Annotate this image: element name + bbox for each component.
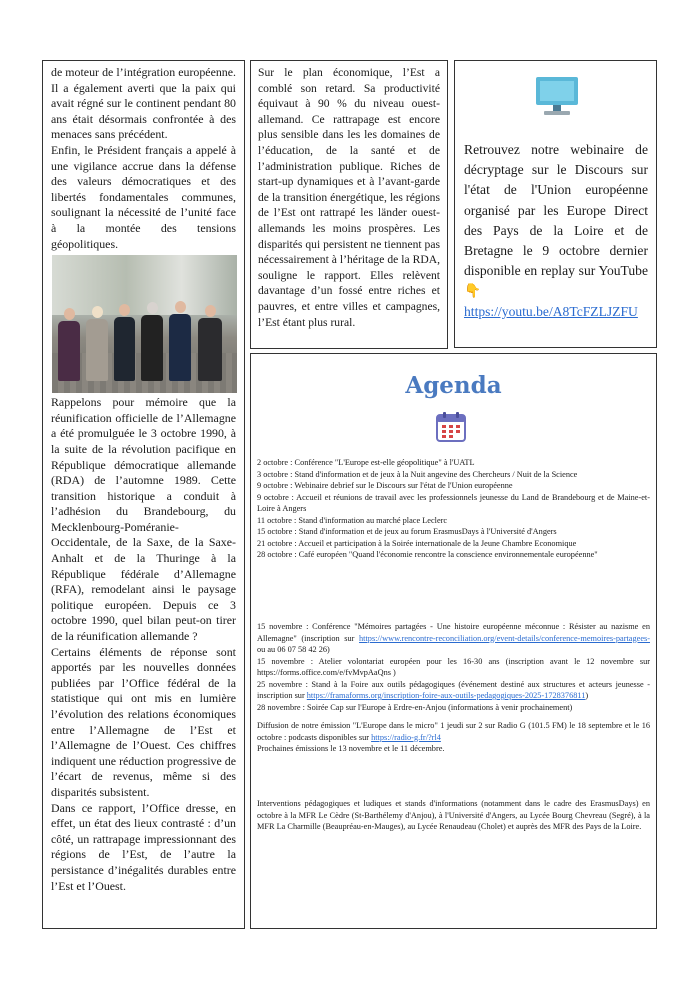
article-paragraph: Certains éléments de réponse sont apportés par les nouvelles données publiées par l’Office fédéral de la statistique qui ont mis en lumière l’évolution des relations économiques entre l’Allemagne de l’Est et l’Allemagne de l’Ouest. Ces chiffres indiquent une réduction progressive de l’écart de revenus, même si des disparités subsistent. [51,644,236,799]
agenda-november-list [257,621,650,713]
article-paragraph: Dans ce rapport, l’Office dresse, en effet, un état des lieux contrasté : d’un côté, un rattrapage impressionnant des régions de l’Est, de l’autre la persistance d’inégalités durables entre l’Est et l’Ouest. [51,800,236,893]
radio-g-link[interactable]: https://radio-g.fr/?rl4 [371,732,441,742]
agenda-radio-info: Diffusion de notre émission "L'Europe dans le micro" 1 jeudi sur 2 sur Radio G (101.5 FM) le 18 septembre et le 16 octobre : podcasts disponibles sur https://radio-g.fr/?rl4 Prochaines émissions le 13 novembre et le 11 décembre. [257,721,650,753]
webinar-text: Retrouvez notre webinaire de décryptage sur le Discours sur l'état de l'Union européenne organisé par les Europe Direct des Pays de la Loire et de Bretagne le 9 octobre dernier disponible en replay sur YouTube 👇 https://youtu.be/A8TcFZLJZFU [464,142,648,319]
webinar-box [454,60,657,348]
agenda-item: 28 octobre : Café européen "Quand l'économie rencontre la conscience environnementale européenne" [257,550,598,559]
rencontre-reconciliation-link[interactable]: https://www.rencontre-reconciliation.org/event-details/conference-memoires-partagees- [359,633,650,643]
agenda-item: 15 novembre : Atelier volontariat européen pour les 16-30 ans (inscription avant le 12 novembre sur https://forms.office.com/e/fvMvpAaQns ) [257,656,650,677]
agenda-box [250,353,657,929]
agenda-item: 11 octobre : Stand d'information au marché place Leclerc [257,515,448,525]
radio-next-dates: Prochaines émissions le 13 novembre et le 11 décembre. [257,744,445,753]
article-column-left [42,60,245,929]
article-paragraph: Rappelons pour mémoire que la réunification officielle de l’Allemagne a été promulguée le 3 octobre 1990, à la suite de la révolution pacifique en République démocratique allemande (RDA) de l’automne 1989. Cette transition historique a conduit à l’adhésion du Brandebourg, du Mecklenbourg-Poméranie-Occidentale, de la Saxe, de la Saxe-Anhalt et de la Thuringe à la République fédérale d’Allemagne (RFA), remodelant ainsi le paysage politique européen. Depuis ce 3 octobre 1990, quel bilan peut-on tirer de la réunification allemande ? [51,395,236,644]
article-column-middle [250,60,448,349]
interventions-text: Interventions pédagogiques et ludiques et stands d'informations (notamment dans le cadre des ErasmusDays) en octobre à la MFR Le Cèdre (St-Barthélemy d'Anjou), à l'Université d'Angers, au Lycée Bourg Chevreau (Segré), à la MFR La Charmille (Beaupréau-en-Mauges), au Lycée Renaudeau (Cholet) et auprès des MFR des Pays de la Loire. [257,799,650,831]
agenda-item: 15 novembre : Conférence "Mémoires partagées - Une histoire européenne méconnue : Résister au nazisme en Allemagne" (inscription sur https://www.rencontre-reconciliation.org/event-details/conference-memoires-partagees- ou au 06 07 58 42 26) [257,622,650,654]
computer-monitor-icon [534,75,580,117]
agenda-item: 21 octobre : Accueil et participation à la Soirée internationale de la Jeune Chambre Economique [257,538,577,548]
youtube-link[interactable]: https://youtu.be/A8TcFZLJZFU [464,303,638,319]
agenda-item: 9 octobre : Webinaire debrief sur le Discours sur l'état de l'Union européenne [257,481,513,490]
article-paragraph: Sur le plan économique, l’Est a comblé son retard. Sa productivité équivaut à 90 % du niveau ouest-allemand. Ce rattrapage est encore plus sensible dans les les domaines de l’éducation, de la santé et de l’administration publique. Riches de start-up dynamiques et à l’avant-garde de la transition énergétique, les régions de l’Est ont rattrapé les länder ouest-allemands les moins prospères. Les disparités qui persistent ne tiennent pas nécessairement à l’héritage de la RDA, souligne le rapport. Elles relèvent davantage d’un fossé entre riches et pauvres, et entre villes et campagnes, l’Est étant plus rural. [258,66,440,329]
agenda-item: 15 octobre : Stand d'information et de jeux au forum ErasmusDays à l'Université d'Angers [257,527,557,536]
agenda-title: Agenda [405,372,502,399]
article-paragraph: Enfin, le Président français a appelé à une vigilance accrue dans la défense des valeurs démocratiques et des libertés fondamentales communes, soulignant la nécessité de l’unité face à la montée des tensions géopolitiques. [51,142,236,251]
agenda-item: 2 octobre : Conférence "L'Europe est-elle géopolitique" à l'UATL [257,458,475,467]
agenda-item: 9 octobre : Accueil et réunions de travail avec les professionnels jeunesse du Land de Brandebourg et de Maine-et-Loire à Angers [257,492,650,513]
agenda-item: 28 novembre : Soirée Cap sur l'Europe à Erdre-en-Anjou (informations à venir prochainement) [257,702,573,712]
framaforms-link[interactable]: https://framaforms.org/inscription-foire-aux-outils-pedagogiques-2025-1728376811 [306,691,586,700]
agenda-item: 3 octobre : Stand d'information et de jeux à la Nuit angevine des Chercheurs / Nuit de la Science [257,469,578,479]
calendar-icon [434,410,468,444]
leaders-group-photo [52,255,237,393]
agenda-october-list [257,457,650,561]
article-paragraph: de moteur de l’intégration européenne. Il a également averti que la paix qui avait régné sur le continent pendant 80 ans était désormais confrontée à des menaces sans précédent. [51,65,236,142]
agenda-item: 25 novembre : Stand à la Foire aux outils pédagogiques (événement destiné aux structures et acteurs jeunesse - inscription sur https://framaforms.org/inscription-foire-aux-outils-pedagogiques-2025-1728376811) [257,679,650,700]
agenda-interventions [257,798,650,833]
